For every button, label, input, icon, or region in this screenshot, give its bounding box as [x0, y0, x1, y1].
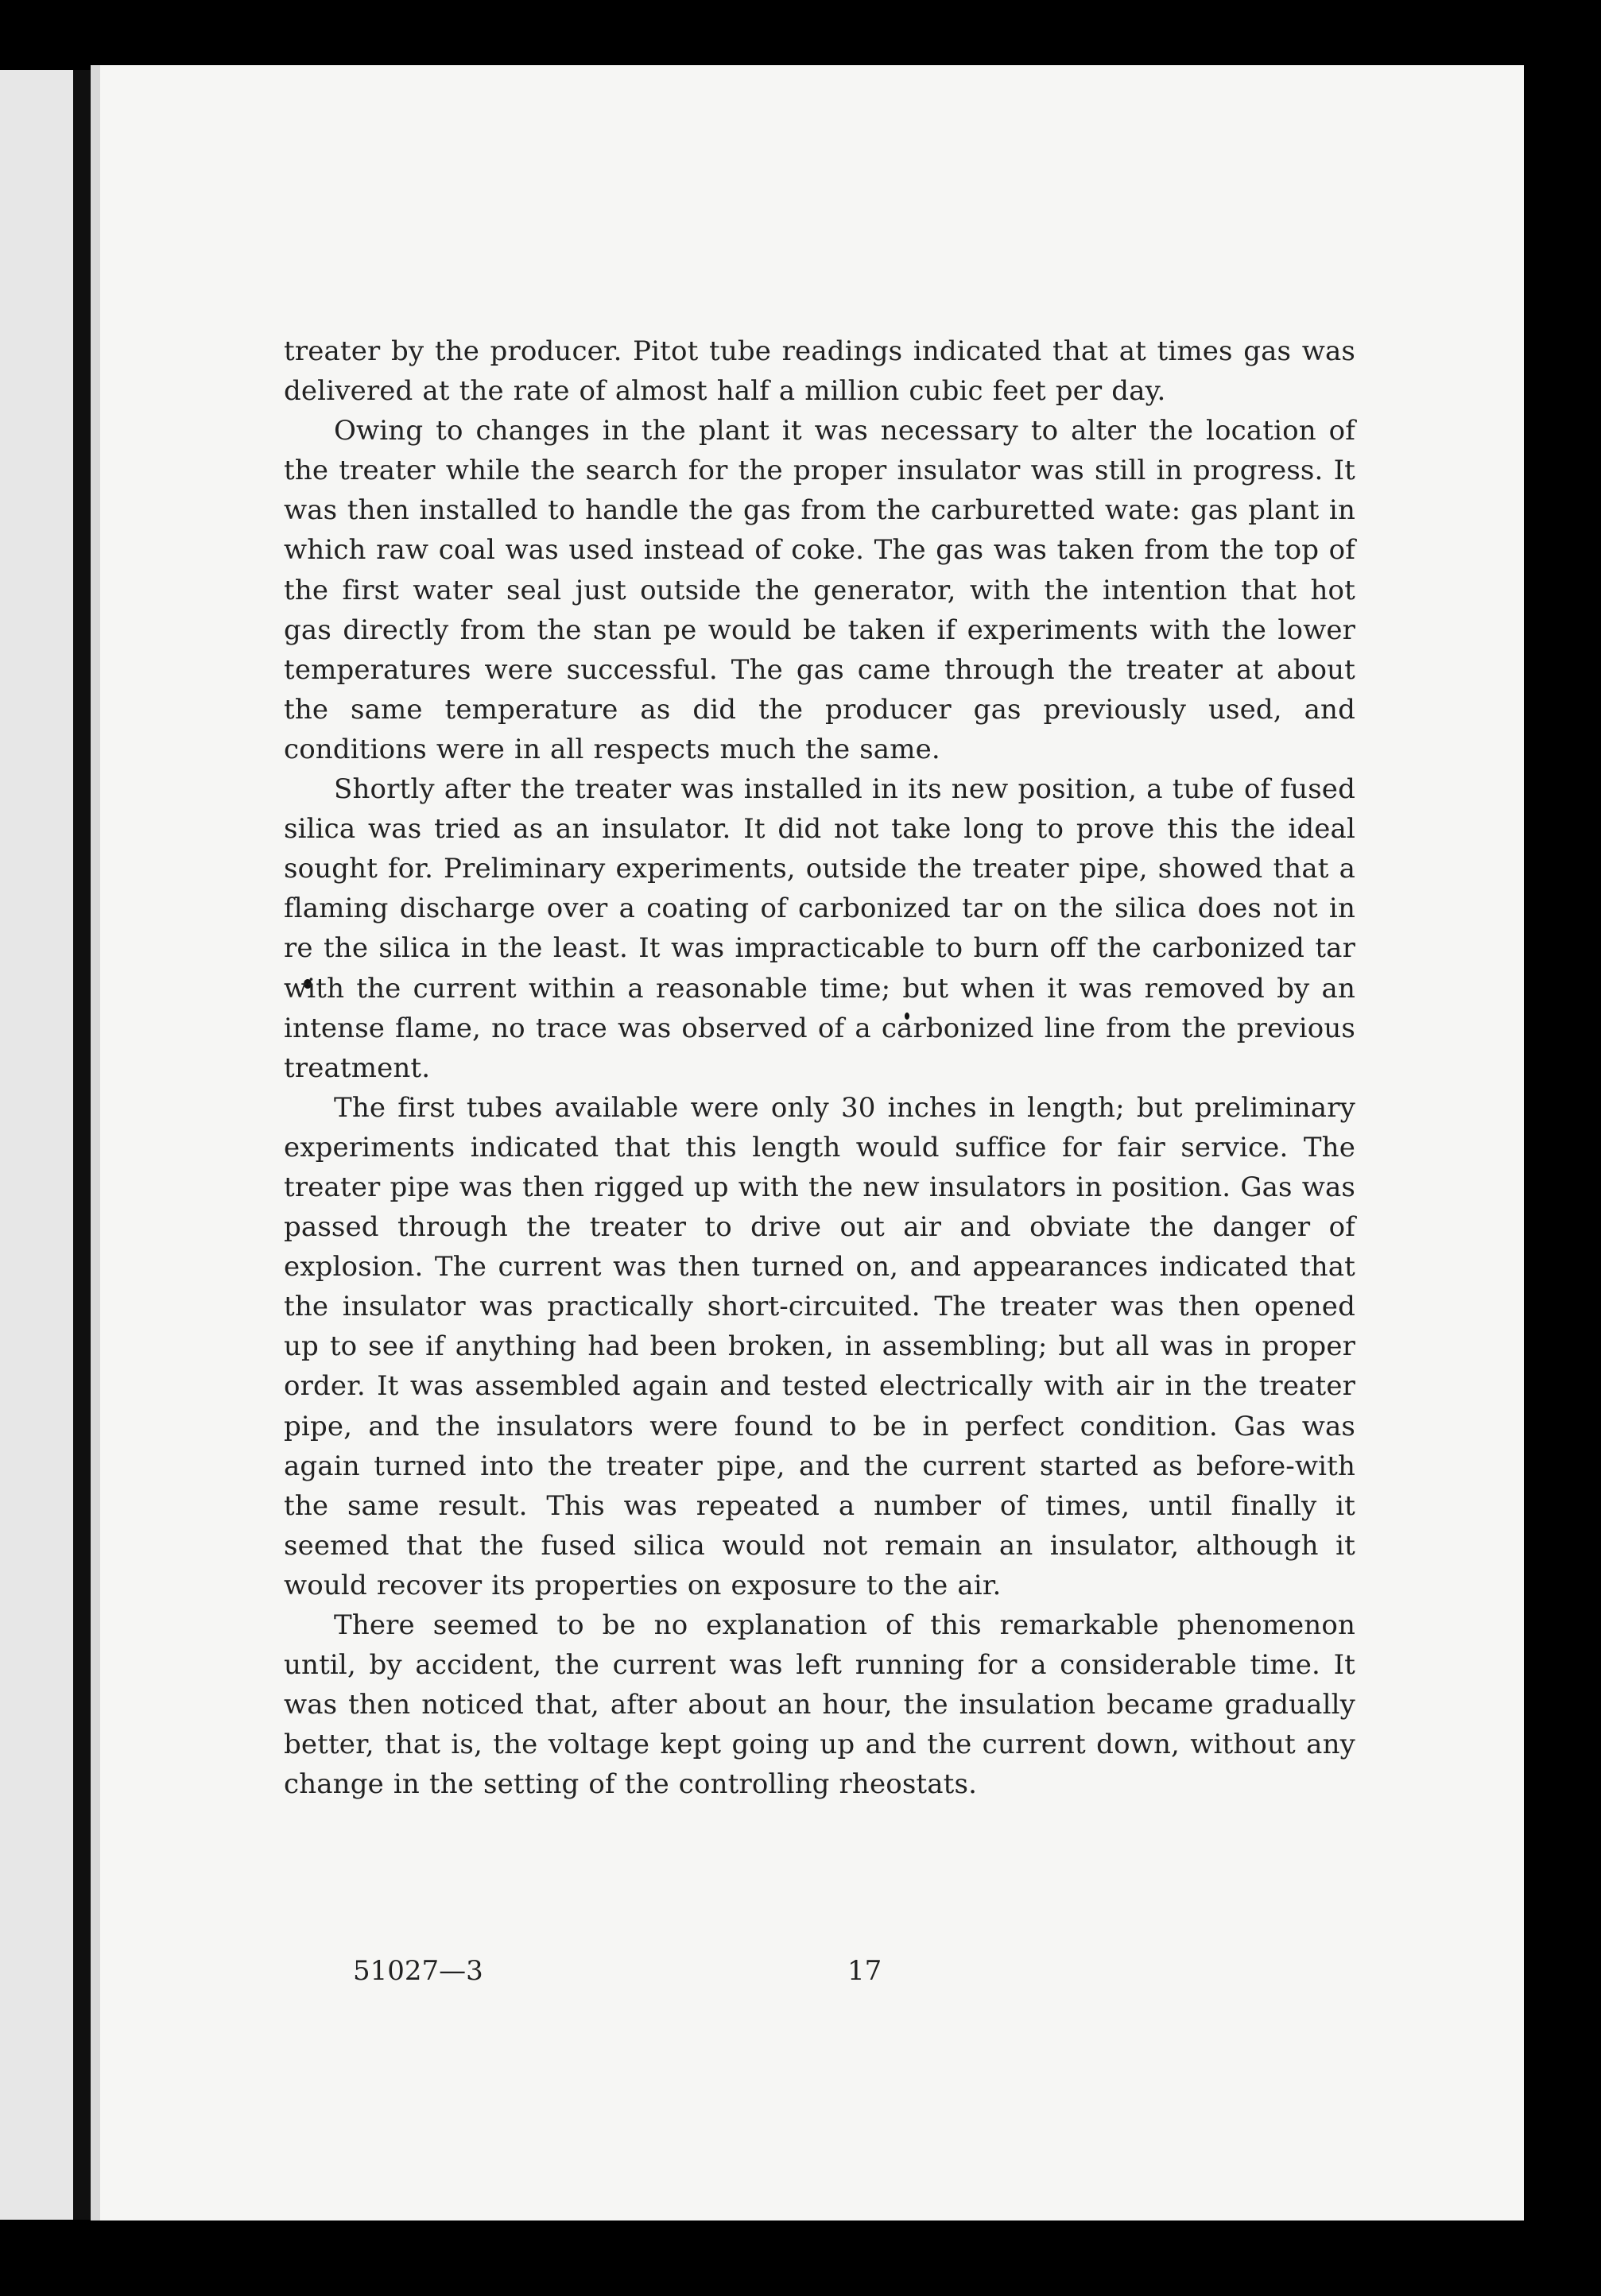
scan-artifact-mark [482, 2233, 499, 2280]
scan-artifact-mark [171, 8, 197, 35]
paragraph-2: Owing to changes in the plant it was necessary to alter the location of the treater while the search for the proper insulator was still in progress. It was then installed to handle the gas from the carburetted wate: gas plant in which raw coal was used instead of coke. The gas was taken from the top of the first water seal just outside the generator, with the intention that hot gas directly from the stan pe would be taken if experiments with the lower temperatures were successful. The gas came through the treater at about the same temperature as did the producer gas previously used, and conditions were in all respects much the same. [284, 415, 1355, 765]
sheet-number: 51027—3 [353, 1955, 483, 1987]
paragraph-5: There seemed to be no explanation of this remarkable phenomenon until, by accident, the current was left running for a considerable time. It was then noticed that, after about an hour, the insulation became gradually better, that is, the voltage kept going up and the current down, without any change in the setting of the controlling rheostats. [284, 1609, 1355, 1801]
scanned-page [91, 65, 1524, 2220]
page-number: 17 [847, 1955, 882, 1987]
left-page-edge [0, 70, 73, 2220]
book-gutter [73, 70, 91, 2220]
scan-artifact-mark [1534, 2123, 1601, 2186]
page-footer [353, 1955, 957, 1993]
paragraph-4: The first tubes available were only 30 inches in length; but preliminary experiments indicated that this length would suffice for fair service. The treater pipe was then rigged up with the new insulators in position. Gas was passed through the treater to drive out air and obviate the danger of explosion. The current was then turned on, and appearances indicated that the insulator was practically short-circuited. The treater was then opened up to see if anything had been broken, in assembling; but all was in proper order. It was assembled again and tested electrically with air in the treater pipe, and the insulators were found to be in perfect condition. Gas was again turned into the treater pipe, and the current started as before-with the same result. This was repeated a number of times, until finally it seemed that the fused silica would not remain an insulator, although it would recover its properties on exposure to the air. [284, 1091, 1355, 1601]
paragraph-1: treater by the producer. Pitot tube readings indicated that at times gas was delivered at the rate of almost half a million cubic feet per day. [284, 335, 1355, 408]
paragraph-3: Shortly after the treater was installed in its new position, a tube of fused silica was tried as an insulator. It did not take long to prove this the ideal sought for. Preliminary experiments, outside the treater pipe, showed that a flaming discharge over a coating of carbonized tar on the silica does not in re the silica in the least. It was impracticable to burn off the carbonized tar with the current within a reasonable time; but when it was removed by an intense flame, no trace was observed of a carbonized line from the previous treatment. [284, 773, 1355, 1084]
page-body-text [284, 331, 1355, 1804]
